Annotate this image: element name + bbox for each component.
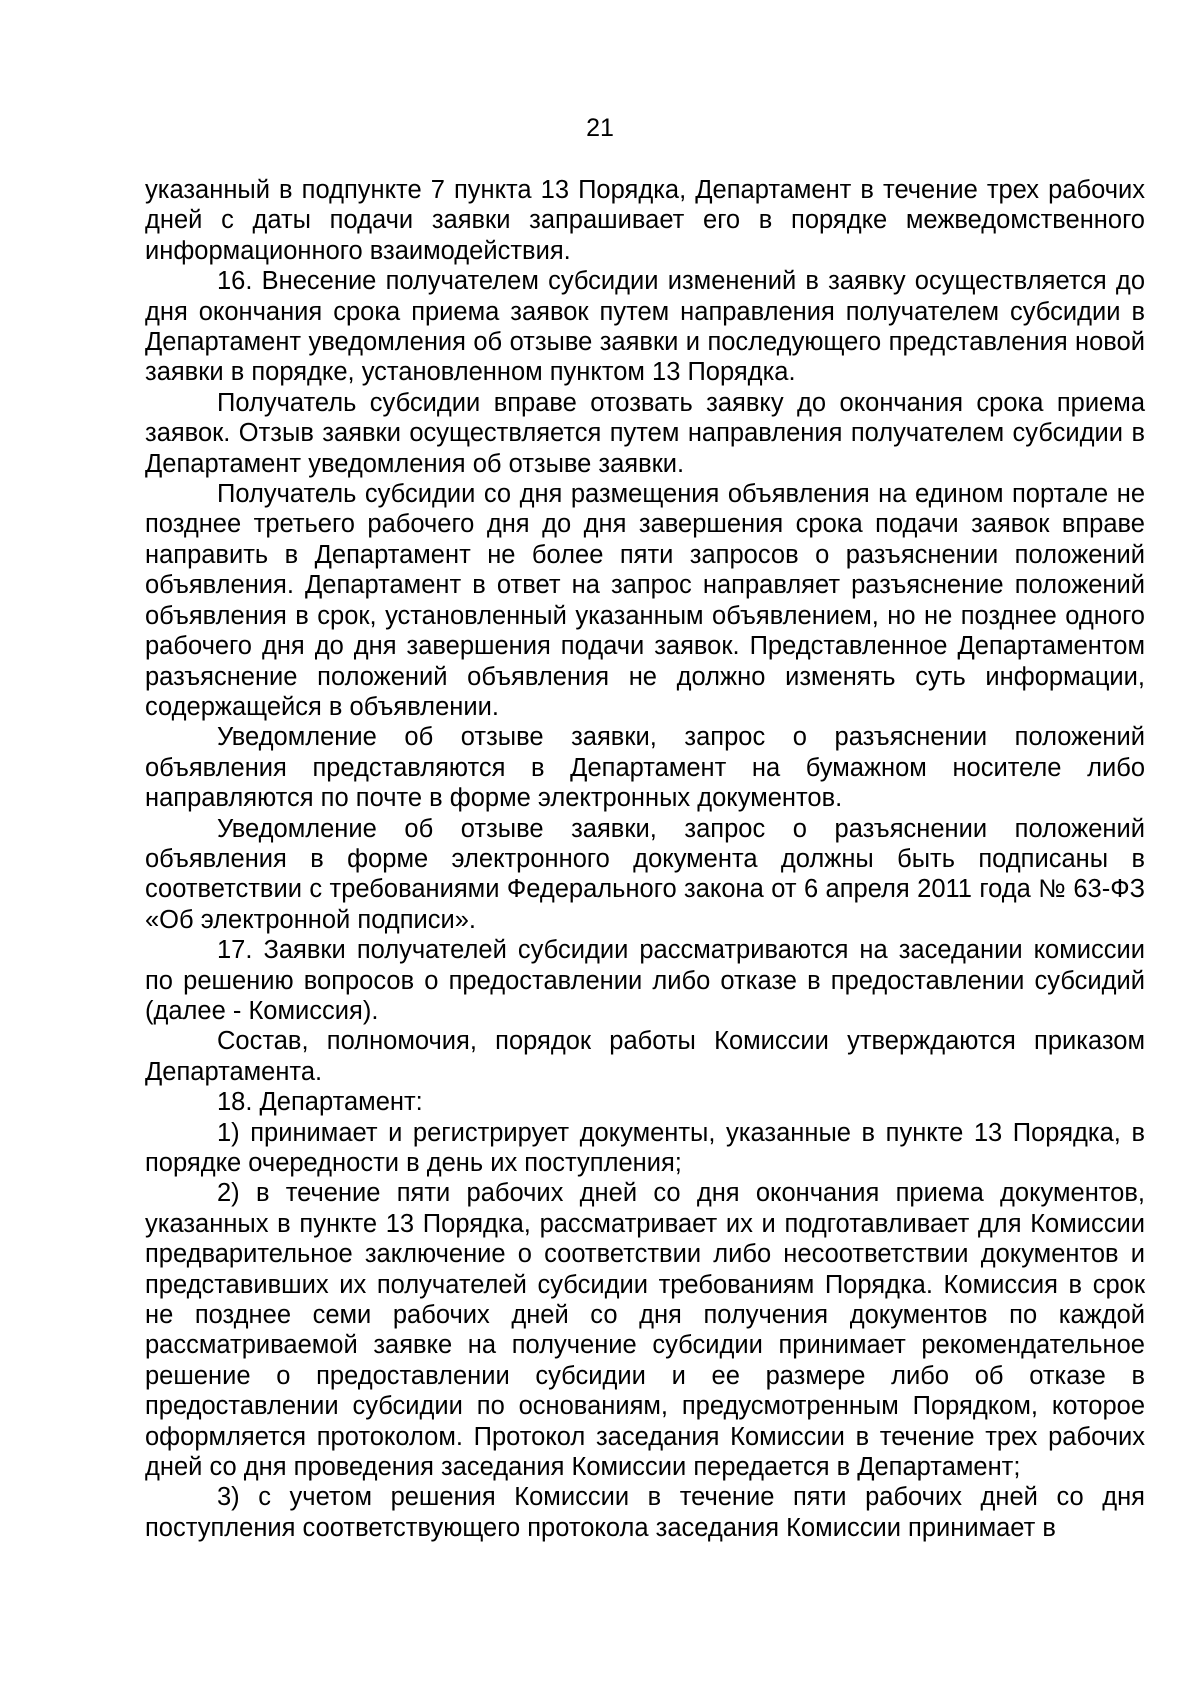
paragraph-continuation: указанный в подпункте 7 пункта 13 Порядка, Департамент в течение трех рабочих дней с даты подачи заявки запрашивает его в порядке межведомственного информационного взаимодействия.: [145, 176, 1145, 265]
page-number: 21: [586, 114, 614, 142]
document-body: [145, 175, 1145, 1543]
paragraph-subitem-2: 2) в течение пяти рабочих дней со дня окончания приема документов, указанных в пункте 13 Порядка, рассматривает их и подготавливает для Комиссии предварительное заключение о соответствии либо несоответствии документов и представивших их получателей субсидии требованиям Порядка. Комиссия в срок не позднее семи рабочих дней со дня получения документов по каждой рассматриваемой заявке на получение субсидии принимает рекомендательное решение о предоставлении субсидии и ее размере либо об отказе в предоставлении субсидии по основаниям, предусмотренным Порядком, которое оформляется протоколом. Протокол заседания Комиссии в течение трех рабочих дней со дня проведения заседания Комиссии передается в Департамент;: [145, 1179, 1145, 1482]
paragraph-item-16: 16. Внесение получателем субсидии изменений в заявку осуществляется до дня окончания срока приема заявок путем направления получателем субсидии в Департамент уведомления об отзыве заявки и последующего представления новой заявки в порядке, установленном пунктом 13 Порядка.: [145, 267, 1145, 387]
paragraph-submission-form: Уведомление об отзыве заявки, запрос о разъяснении положений объявления представляются в Департамент на бумажном носителе либо направляются по почте в форме электронных документов.: [145, 723, 1145, 813]
paragraph-subitem-3: 3) с учетом решения Комиссии в течение пяти рабочих дней со дня поступления соответствующего протокола заседания Комиссии принимает в: [145, 1483, 1145, 1542]
paragraph-clarification-requests: Получатель субсидии со дня размещения объявления на едином портале не позднее третьего рабочего дня до дня завершения срока подачи заявок вправе направить в Департамент не более пяти запросов о разъяснении положений объявления. Департамент в ответ на запрос направляет разъяснение положений объявления в срок, установленный указанным объявлением, но не позднее одного рабочего дня до дня завершения подачи заявок. Представленное Департаментом разъяснение положений объявления не должно изменять суть информации, содержащейся в объявлении.: [145, 480, 1145, 721]
paragraph-item-17: 17. Заявки получателей субсидии рассматриваются на заседании комиссии по решению вопросов о предоставлении либо отказе в предоставлении субсидий (далее - Комиссия).: [145, 936, 1145, 1025]
paragraph-item-18: 18. Департамент:: [217, 1088, 423, 1117]
paragraph-commission-composition: Состав, полномочия, порядок работы Комиссии утверждаются приказом Департамента.: [145, 1027, 1145, 1086]
paragraph-subitem-1: 1) принимает и регистрирует документы, указанные в пункте 13 Порядка, в порядке очередности в день их поступления;: [145, 1118, 1145, 1177]
paragraph-withdrawal-right: Получатель субсидии вправе отозвать заявку до окончания срока приема заявок. Отзыв заявки осуществляется путем направления получателем субсидии в Департамент уведомления об отзыве заявки.: [145, 388, 1145, 478]
paragraph-electronic-signature: Уведомление об отзыве заявки, запрос о разъяснении положений объявления в форме электронного документа должны быть подписаны в соответствии с требованиями Федерального закона от 6 апреля 2011 года № 63-ФЗ «Об электронной подписи».: [145, 814, 1145, 934]
